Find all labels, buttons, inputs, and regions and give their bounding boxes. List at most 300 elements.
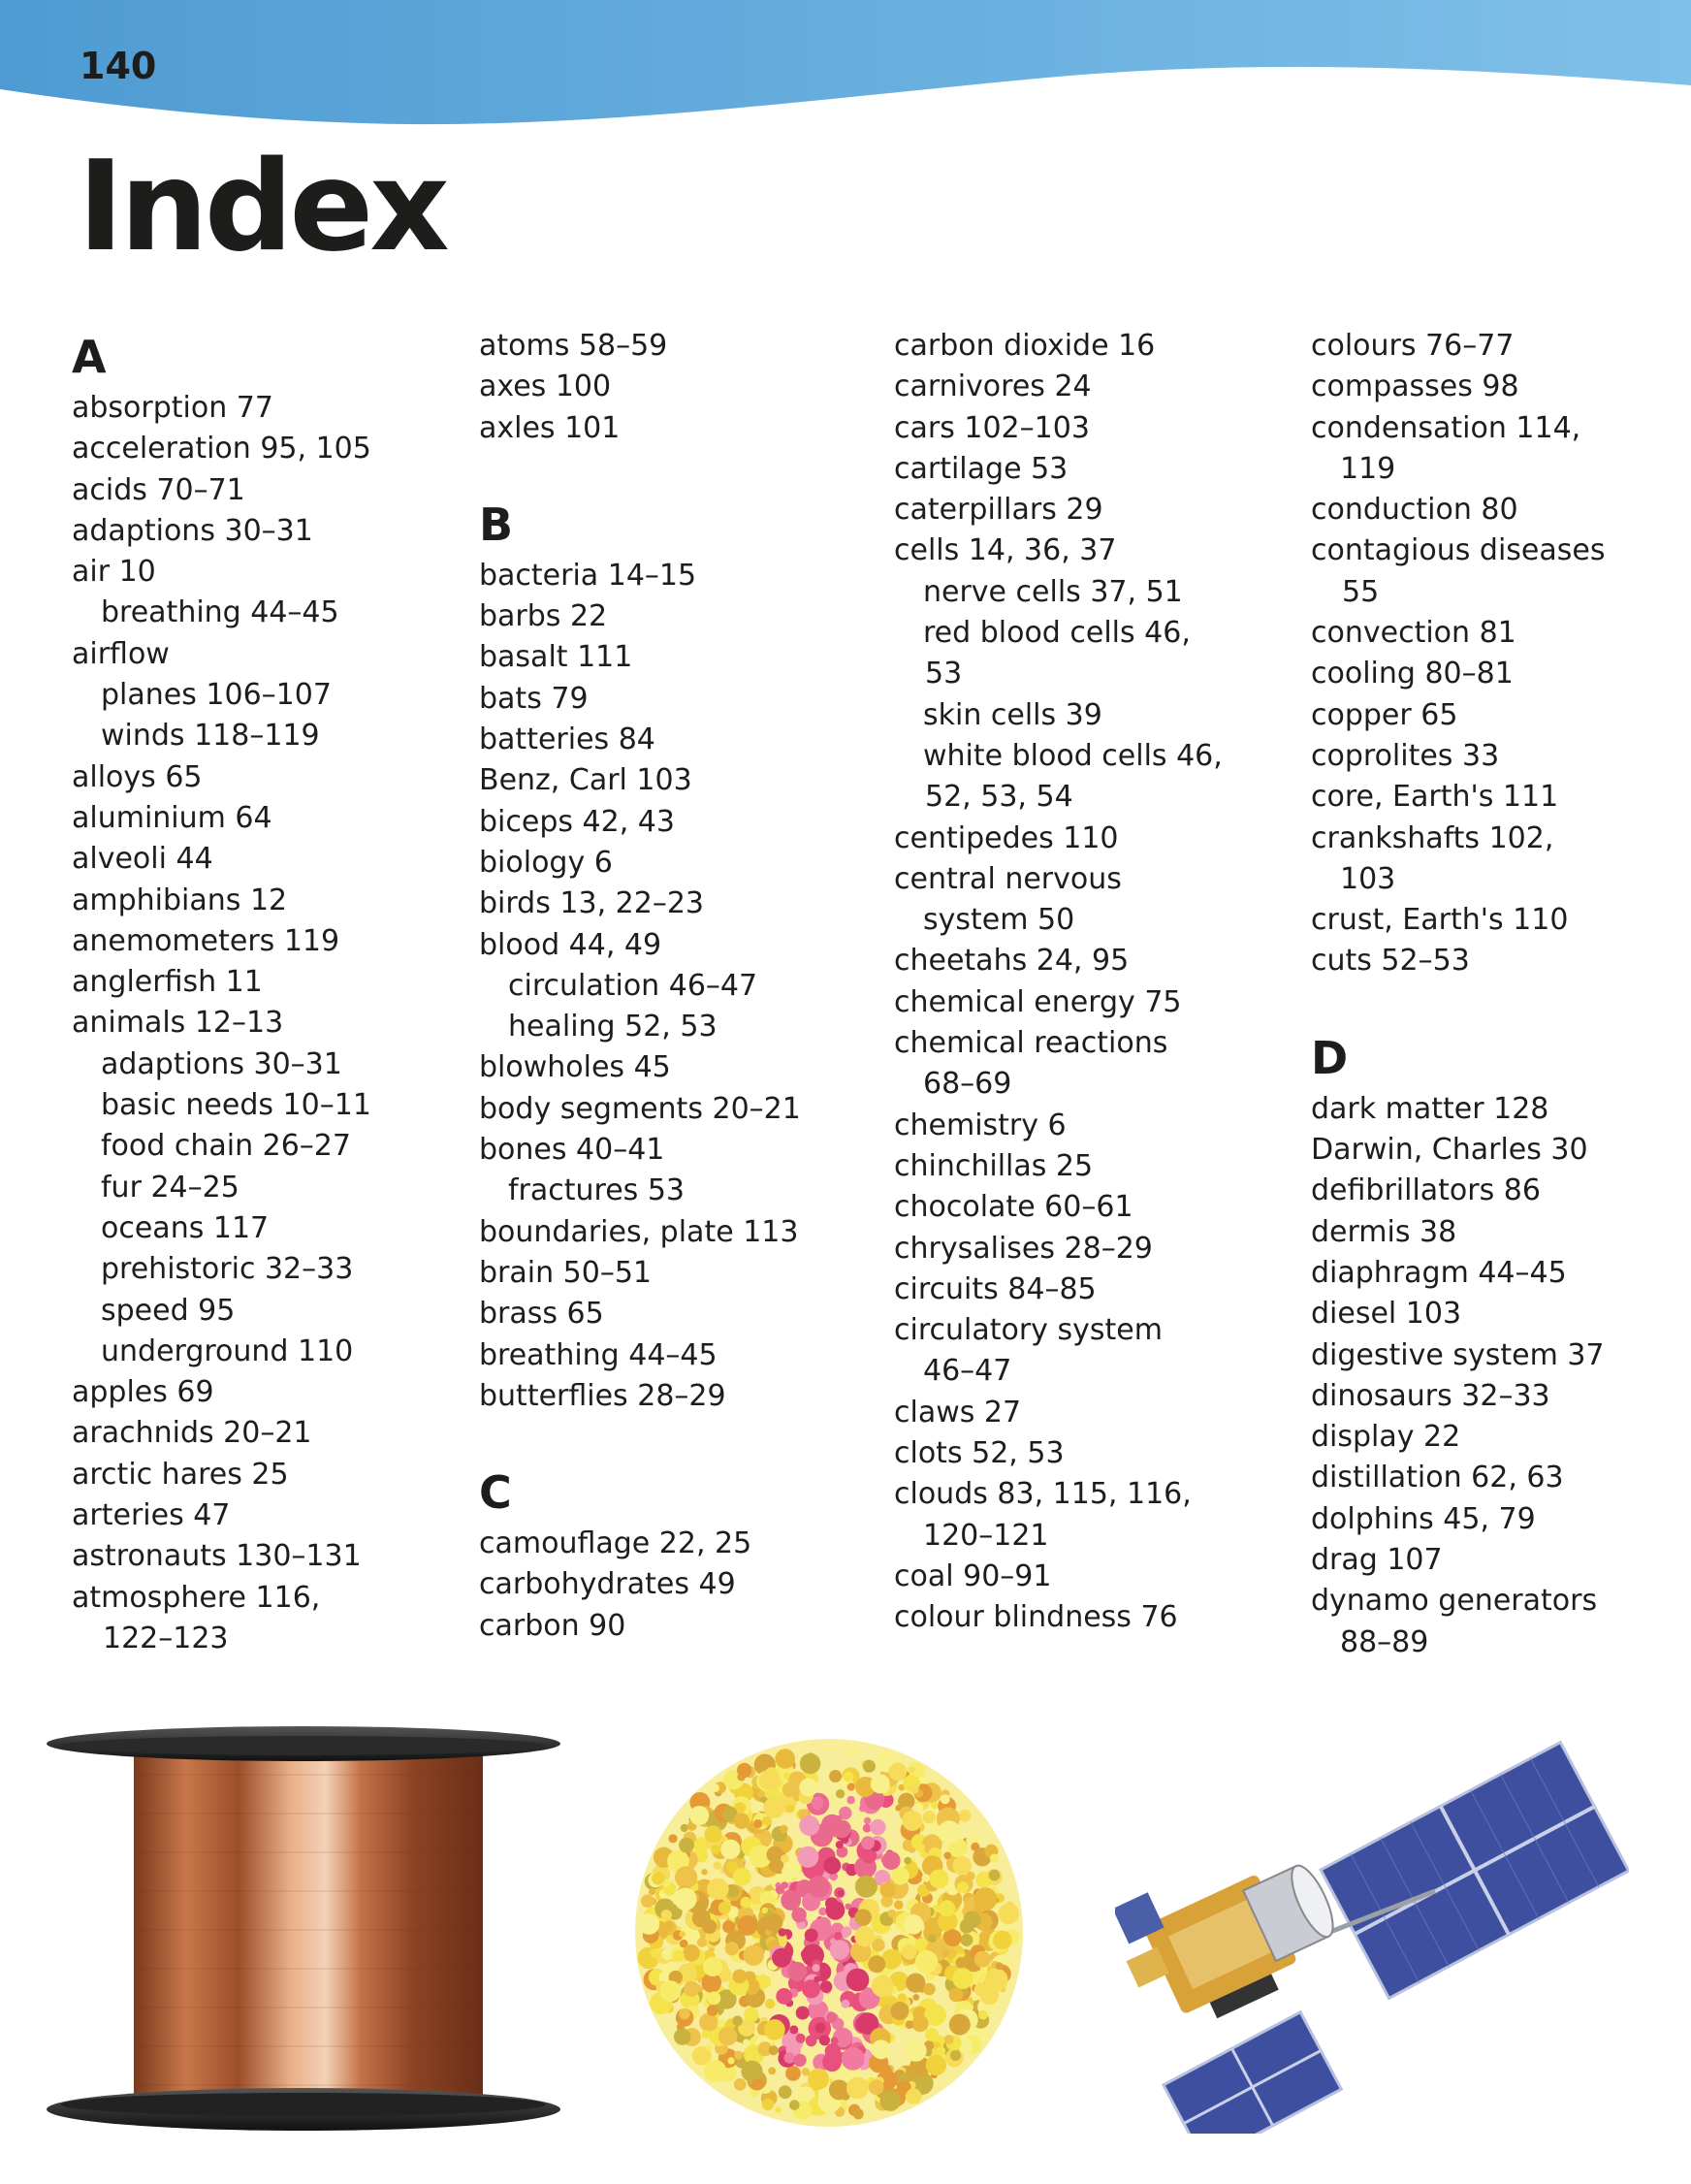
chart-dot (950, 2050, 961, 2061)
chart-dot (922, 1874, 931, 1882)
chart-dot (906, 2088, 921, 2104)
chart-dot (902, 1811, 922, 1831)
chart-dot (964, 1911, 981, 1928)
index-entry: animals 12–13 (72, 1006, 284, 1041)
chart-dot (911, 2015, 928, 2032)
chart-dot (789, 2025, 798, 2034)
chart-dot (786, 1805, 795, 1814)
chart-dot (980, 1985, 1000, 2005)
chart-dot (923, 1983, 936, 1996)
index-entry: atoms 58–59 (479, 329, 668, 363)
chart-dot (993, 1931, 1012, 1950)
page-title: Index (78, 135, 446, 279)
index-column-2 (479, 326, 867, 1647)
index-subentry: food chain 26–27 (101, 1129, 351, 1164)
chart-dot (639, 1913, 660, 1935)
chart-dot (711, 1783, 719, 1792)
index-entry: chemistry 6 (894, 1108, 1067, 1142)
chart-dot (764, 1913, 782, 1932)
index-entry: conduction 80 (1311, 493, 1518, 528)
index-subentry: 103 (1340, 861, 1396, 896)
index-entry: dermis 38 (1311, 1214, 1457, 1249)
chart-dot (793, 2054, 806, 2067)
index-subentry: basic needs 10–11 (101, 1088, 371, 1123)
chart-dot (938, 1820, 961, 1844)
index-entry: chemical reactions (894, 1026, 1168, 1061)
chart-dot (781, 1890, 801, 1911)
chart-dot (822, 2052, 842, 2072)
chart-dot (906, 2020, 914, 2029)
chart-dot (853, 2108, 864, 2119)
index-entry: core, Earth's 111 (1311, 780, 1559, 815)
chart-dot (787, 1962, 807, 1981)
chart-dot (732, 2015, 743, 2026)
index-entry: drag 107 (1311, 1543, 1443, 1578)
index-entry: batteries 84 (479, 723, 655, 757)
chart-dot (870, 1819, 885, 1835)
chart-dot (725, 1942, 739, 1955)
index-entry: Benz, Carl 103 (479, 763, 692, 798)
index-entry: centipedes 110 (894, 820, 1119, 855)
index-entry: digestive system 37 (1311, 1337, 1605, 1372)
chart-dot (704, 2060, 726, 2082)
chart-dot (703, 1957, 722, 1976)
index-entry: bats 79 (479, 681, 589, 716)
chart-dot (882, 1851, 901, 1870)
index-entry: blowholes 45 (479, 1050, 671, 1085)
chart-dot (718, 2027, 738, 2046)
chart-dot (684, 1981, 699, 1997)
chart-dot (649, 1888, 655, 1895)
index-entry: barbs 22 (479, 599, 608, 634)
chart-dot (812, 1796, 824, 1809)
chart-dot (775, 1749, 795, 1769)
chart-dot (744, 1945, 764, 1966)
chart-dot (711, 1845, 720, 1854)
chart-dot (734, 2078, 747, 2091)
index-entry: alveoli 44 (72, 842, 213, 877)
chart-dot (880, 2091, 901, 2111)
chart-dot (942, 1950, 949, 1957)
index-subentry: speed 95 (101, 1293, 236, 1328)
chart-dot (943, 1852, 951, 1860)
index-entry: coal 90–91 (894, 1558, 1052, 1593)
chart-dot (971, 1843, 979, 1851)
index-column-3 (894, 326, 1282, 1639)
index-subentry: circulation 46–47 (508, 968, 758, 1003)
chart-dot (701, 1869, 707, 1875)
chart-dot (776, 1988, 792, 2005)
chart-dot (675, 1866, 697, 1888)
chart-dot (906, 1974, 925, 1993)
chart-dot (898, 1993, 907, 2002)
index-entry: butterflies 28–29 (479, 1378, 726, 1413)
chart-dot (789, 2100, 800, 2110)
chart-dot (796, 2007, 810, 2020)
index-entry: acids 70–71 (72, 472, 245, 507)
chart-dot (819, 2035, 830, 2045)
index-entry: aluminium 64 (72, 800, 272, 835)
chart-dot (910, 1785, 919, 1794)
chart-dot (846, 1969, 870, 1992)
chart-dot (782, 1881, 788, 1888)
index-entry: defibrillators 86 (1311, 1173, 1541, 1208)
index-subentry: 46–47 (923, 1354, 1012, 1389)
chart-dot (813, 1964, 820, 1972)
index-entry: crust, Earth's 110 (1311, 903, 1569, 938)
chart-dot (846, 2077, 869, 2100)
chart-dot (891, 1867, 909, 1884)
index-subentry: oceans 117 (101, 1210, 270, 1245)
index-entry: alloys 65 (72, 759, 203, 794)
index-entry: colour blindness 76 (894, 1600, 1178, 1635)
index-entry: breathing 44–45 (479, 1337, 718, 1372)
chart-dot (699, 2013, 718, 2032)
index-entry: circuits 84–85 (894, 1271, 1097, 1306)
index-subentry: fractures 53 (508, 1173, 686, 1208)
index-entry: central nervous (894, 861, 1122, 896)
index-entry: Darwin, Charles 30 (1311, 1133, 1588, 1168)
chart-dot (707, 1879, 728, 1900)
index-entry: cheetahs 24, 95 (894, 944, 1130, 979)
chart-dot (836, 1789, 845, 1798)
chart-dot (829, 1770, 842, 1783)
chart-dot (831, 2038, 839, 2045)
index-entry: bacteria 14–15 (479, 558, 697, 593)
section-letter: C (479, 1466, 512, 1520)
chart-dot (762, 2099, 774, 2110)
chart-dot (733, 1868, 751, 1886)
chart-dot (846, 1796, 854, 1804)
index-entry: birds 13, 22–23 (479, 886, 704, 921)
chart-dot (996, 1962, 1004, 1970)
index-entry: air 10 (72, 555, 156, 590)
index-entry: cuts 52–53 (1311, 944, 1470, 979)
chart-dot (740, 1897, 751, 1909)
chart-dot (659, 1980, 681, 2002)
index-entry: arteries 47 (72, 1498, 231, 1533)
chart-dot (697, 1938, 707, 1947)
chart-dot (974, 1951, 991, 1968)
chart-dot (762, 1908, 768, 1913)
chart-dot (838, 1890, 844, 1896)
index-entry: arachnids 20–21 (72, 1416, 312, 1451)
index-entry: boundaries, plate 113 (479, 1214, 799, 1249)
index-subentry: breathing 44–45 (101, 595, 339, 630)
chart-dot (768, 2067, 776, 2074)
index-entry: clouds 83, 115, 116, (894, 1477, 1192, 1512)
chart-dot (674, 1888, 696, 1911)
index-entry: brain 50–51 (479, 1255, 652, 1290)
chart-dot (802, 2068, 810, 2075)
chart-dot (889, 1763, 908, 1782)
chart-dot (949, 1988, 964, 2003)
index-subentry: 53 (925, 657, 963, 691)
chart-dot (652, 1872, 665, 1885)
chart-dot (906, 2040, 927, 2062)
chart-dot (763, 1797, 784, 1818)
chart-dot (869, 2079, 884, 2095)
chart-dot (990, 1854, 999, 1863)
index-entry: arctic hares 25 (72, 1457, 289, 1492)
chart-dot (880, 1882, 896, 1898)
index-entry: claws 27 (894, 1395, 1022, 1429)
chart-dot (844, 1772, 854, 1783)
chart-dot (861, 1836, 875, 1849)
chart-dot (720, 1840, 740, 1859)
index-entry: distillation 62, 63 (1311, 1461, 1564, 1495)
page-number: 140 (80, 45, 157, 87)
chart-dot (674, 2028, 690, 2044)
chart-dot (679, 2008, 689, 2019)
chart-dot (641, 1894, 654, 1908)
chart-dot (930, 1869, 949, 1888)
index-entry: colours 76–77 (1311, 329, 1515, 363)
chart-dot (785, 2066, 801, 2081)
index-entry: blood 44, 49 (479, 927, 662, 962)
index-entry: anglerfish 11 (72, 965, 263, 1000)
chart-dot (728, 2057, 735, 2064)
chart-dot (903, 1966, 911, 1975)
index-subentry: prehistoric 32–33 (101, 1252, 354, 1287)
index-entry: biceps 42, 43 (479, 804, 675, 839)
chart-dot (917, 1938, 928, 1948)
index-entry: cells 14, 36, 37 (894, 533, 1117, 568)
chart-dot (978, 2010, 988, 2020)
chart-dot (759, 1975, 768, 1983)
chart-dot (759, 1770, 780, 1790)
chart-dot (752, 2079, 764, 2091)
chart-dot (734, 2051, 743, 2060)
index-entry: dinosaurs 32–33 (1311, 1378, 1550, 1413)
chart-dot (780, 1825, 787, 1833)
chart-dot (967, 1872, 975, 1880)
chart-dot (904, 1914, 924, 1935)
index-subentry: 120–121 (923, 1518, 1049, 1553)
chart-dot (758, 1790, 766, 1798)
chart-dot (782, 1783, 797, 1797)
index-entry: acceleration 95, 105 (72, 432, 371, 466)
chart-dot (915, 1950, 939, 1974)
chart-dot (957, 1881, 969, 1893)
chart-dot (737, 1915, 757, 1936)
chart-dot (741, 2061, 762, 2082)
index-entry: cartilage 53 (894, 451, 1069, 486)
chart-dot (872, 1975, 894, 1998)
chart-dot (949, 2014, 971, 2036)
index-subentry: 88–89 (1340, 1624, 1429, 1659)
chart-dot (733, 1813, 750, 1829)
chart-dot (708, 1992, 721, 2006)
chart-dot (707, 2005, 718, 2016)
chart-dot (706, 2044, 713, 2051)
chart-dot (959, 1810, 972, 1822)
chart-dot (799, 1779, 817, 1797)
index-entry: dynamo generators (1311, 1584, 1598, 1619)
chart-dot (941, 1794, 950, 1804)
chart-dot (854, 1926, 875, 1946)
chart-dot (805, 1929, 818, 1943)
index-entry: coprolites 33 (1311, 738, 1500, 773)
index-entry: axes 100 (479, 369, 612, 404)
chart-dot (737, 1763, 751, 1778)
chart-dot (904, 1857, 911, 1865)
index-subentry: 122–123 (103, 1621, 229, 1655)
chart-dot (836, 1841, 844, 1848)
chart-dot (928, 1934, 937, 1943)
chart-dot (668, 1834, 677, 1843)
chart-dot (864, 1817, 872, 1825)
chart-dot (765, 1999, 775, 2008)
index-entry: camouflage 22, 25 (479, 1526, 752, 1561)
chart-dot (871, 1774, 890, 1793)
index-subentry: 68–69 (923, 1067, 1012, 1102)
chart-dot (936, 2046, 945, 2056)
index-entry: carbon 90 (479, 1608, 626, 1643)
chart-dot (989, 1870, 1001, 1881)
chart-dot (944, 2035, 954, 2044)
chart-dot (900, 2072, 909, 2081)
index-entry: crankshafts 102, (1311, 820, 1554, 855)
index-entry: copper 65 (1311, 697, 1458, 732)
index-entry: basalt 111 (479, 640, 633, 675)
index-entry: absorption 77 (72, 391, 273, 425)
chart-dot (681, 1824, 688, 1832)
index-entry: axles 101 (479, 410, 621, 445)
index-entry: condensation 114, (1311, 410, 1581, 445)
chart-dot (855, 1876, 877, 1898)
chart-dot (909, 1767, 915, 1774)
chart-dot (779, 2085, 792, 2099)
header-banner (0, 0, 1691, 155)
index-subentry: 55 (1342, 574, 1380, 609)
chart-dot (926, 2055, 946, 2075)
index-entry: carbohydrates 49 (479, 1567, 736, 1602)
index-entry: astronauts 130–131 (72, 1539, 362, 1574)
index-entry: compasses 98 (1311, 369, 1519, 404)
chart-dot (808, 2069, 829, 2090)
chart-dot (952, 1968, 973, 1989)
section-spacer (479, 1417, 867, 1461)
chart-dot (679, 1931, 686, 1938)
chart-dot (923, 1811, 936, 1823)
chart-dot (818, 1908, 826, 1915)
index-subentry: adaptions 30–31 (101, 1046, 342, 1081)
index-entry: diaphragm 44–45 (1311, 1255, 1567, 1290)
chart-dot (799, 1815, 819, 1836)
chart-dot (868, 1955, 885, 1973)
chart-dot (855, 2016, 873, 2034)
index-subentry: system 50 (923, 903, 1075, 938)
chart-dot (872, 2039, 891, 2059)
chart-dot (689, 1806, 709, 1825)
chart-dot (714, 1861, 722, 1870)
index-entry: clots 52, 53 (894, 1436, 1065, 1471)
chart-dot (829, 2079, 849, 2100)
chart-dot (767, 1847, 784, 1864)
chart-dot (781, 1854, 789, 1863)
chart-dot (769, 2045, 779, 2055)
index-subentry: nerve cells 37, 51 (923, 574, 1183, 609)
chart-dot (692, 1910, 711, 1928)
chart-dot (823, 1857, 841, 1875)
index-entry: anemometers 119 (72, 923, 340, 958)
index-subentry: fur 24–25 (101, 1170, 239, 1204)
section-spacer (479, 449, 867, 494)
index-entry: carnivores 24 (894, 369, 1092, 404)
index-entry: carbon dioxide 16 (894, 329, 1156, 363)
chart-dot (834, 1932, 842, 1940)
chart-dot (743, 2039, 750, 2046)
index-subentry: white blood cells 46, (923, 738, 1223, 773)
chart-dot (842, 2047, 865, 2071)
index-subentry: 119 (1340, 451, 1396, 486)
chart-dot (848, 1745, 860, 1756)
index-entry: chrysalises 28–29 (894, 1231, 1153, 1266)
chart-dot (902, 1944, 917, 1960)
chart-dot (744, 2007, 758, 2022)
chart-dot (815, 2022, 826, 2033)
index-column-1 (72, 326, 460, 1659)
index-subentry: skin cells 39 (923, 697, 1102, 732)
chart-dot (891, 2002, 909, 2020)
chart-dot (772, 1948, 791, 1968)
chart-dot (651, 1948, 659, 1957)
index-subentry: 52, 53, 54 (925, 780, 1073, 815)
chart-dot (842, 2000, 850, 2008)
chart-dot (718, 2019, 725, 2027)
index-entry: chemical energy 75 (894, 984, 1182, 1019)
index-subentry: healing 52, 53 (508, 1010, 718, 1044)
index-entry: display 22 (1311, 1420, 1461, 1455)
chart-dot (797, 1847, 818, 1868)
index-entry: chinchillas 25 (894, 1148, 1094, 1183)
chart-dot (916, 1843, 926, 1852)
index-entry: apples 69 (72, 1375, 214, 1410)
index-entry: caterpillars 29 (894, 493, 1103, 528)
chart-dot (776, 2106, 782, 2112)
chart-dot (998, 1903, 1019, 1924)
chart-dot (702, 2030, 711, 2039)
section-letter: D (1311, 1031, 1349, 1084)
index-entry: bones 40–41 (479, 1133, 665, 1168)
index-entry: contagious diseases (1311, 533, 1606, 568)
index-entry: brass 65 (479, 1297, 604, 1332)
section-letter: A (72, 331, 107, 383)
index-entry: biology 6 (479, 845, 613, 880)
chart-dot (826, 2012, 837, 2023)
index-subentry: planes 106–107 (101, 678, 332, 713)
index-entry: convection 81 (1311, 616, 1516, 651)
index-entry: cars 102–103 (894, 410, 1090, 445)
chart-dot (783, 1772, 790, 1779)
chart-dot (718, 1902, 731, 1914)
index-subentry: underground 110 (101, 1333, 354, 1368)
chart-dot (894, 1900, 904, 1910)
chart-dot (944, 1929, 962, 1946)
chart-dot (800, 1753, 820, 1774)
chart-dot (679, 1838, 694, 1853)
index-entry: chocolate 60–61 (894, 1190, 1133, 1225)
chart-dot (801, 1949, 810, 1958)
index-entry: airflow (72, 636, 170, 671)
section-letter: B (479, 498, 514, 551)
satellite-image (1115, 1736, 1629, 2134)
copper-wire-spool-image (47, 1717, 560, 2143)
chart-dot (796, 2034, 806, 2043)
index-entry: circulatory system (894, 1313, 1163, 1348)
chart-dot (859, 1805, 867, 1813)
